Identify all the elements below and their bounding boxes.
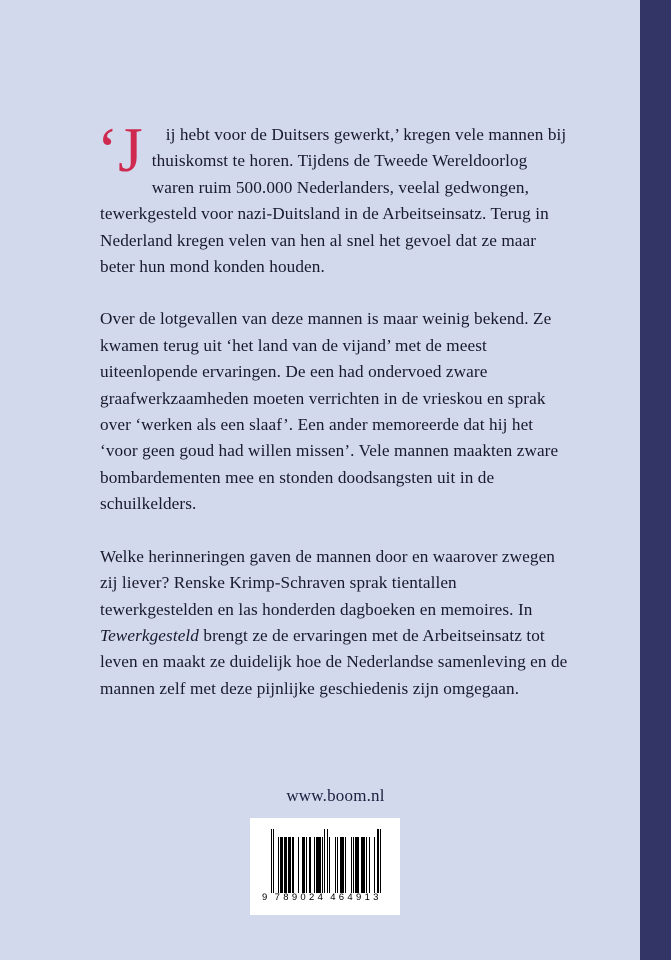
barcode-digit: 9 — [355, 892, 362, 903]
blurb-paragraph-1-text: ij hebt voor de Duitsers gewerkt,’ kregen vele mannen bij thuiskomst te horen. Tijdens de Tweede Wereldoorlog waren ruim 500.000 Nederlanders, veelal gedwongen, tewerkgesteld voor nazi-Duitsland in de Arbeitseinsatz. Terug in Nederland kregen velen van hen al snel het gevoel dat ze maar beter hun mond konden houden. — [100, 125, 567, 277]
barcode-digit: 4 — [330, 892, 336, 903]
blurb-paragraph-2: Over de lotgevallen van deze mannen is maar weinig bekend. Ze kwamen terug uit ‘het land van de vijand’ met de meest uiteenlopende ervaringen. De een had ondervoed zware graafwerkzaamheden moeten verrichten in de vrieskou en sprak over ‘werken als een slaaf’. Een ander memoreerde dat hij het ‘voor geen goud had willen missen’. Vele mannen maakten zware bombardementen mee en stonden doodsangsten uit in de schuilkelders. — [100, 309, 559, 514]
barcode-bars — [271, 829, 381, 893]
blurb-paragraph-3 — [100, 544, 570, 702]
spine-strip — [640, 0, 671, 960]
blurb-paragraph-3-part1: Welke herinneringen gaven de mannen door en waarover zwegen zij liever? Renske Krimp-Schraven sprak tientallen tewerkgestelden en las honderden dagboeken en memoires. In — [100, 546, 556, 619]
barcode-digit: 6 — [338, 892, 345, 903]
publisher-url[interactable]: www.boom.nl — [286, 786, 385, 805]
book-title-mention: Tewerkgesteld — [100, 625, 200, 645]
blurb-paragraph-1 — [97, 115, 570, 280]
barcode-digit: 1 — [364, 892, 370, 903]
barcode-digit: 7 — [274, 892, 280, 903]
drop-cap-letter: ‘J — [97, 115, 143, 185]
barcode-right-group — [329, 892, 381, 903]
barcode-digit: 0 — [300, 892, 306, 903]
barcode-digit: 4 — [317, 892, 323, 903]
barcode-graphic — [271, 829, 381, 893]
barcode-digit: 3 — [373, 892, 379, 903]
barcode-left-group — [273, 892, 325, 903]
blurb-paragraph-3-part2: brengt ze de ervaringen met de Arbeitseinsatz tot leven en maakt ze duidelijk hoe de Nederlandse samenleving en de mannen zelf met deze pijnlijke geschiedenis zijn omgegaan. — [100, 625, 568, 698]
barcode-digit: 8 — [283, 892, 289, 903]
barcode-digit: 4 — [347, 892, 353, 903]
barcode-digit: 2 — [309, 892, 315, 903]
barcode-digit: 9 — [291, 892, 298, 903]
barcode-panel — [250, 818, 400, 915]
blurb-text-block — [97, 115, 570, 702]
barcode-lead-digit: 9 — [262, 892, 268, 903]
barcode-number — [262, 892, 390, 903]
